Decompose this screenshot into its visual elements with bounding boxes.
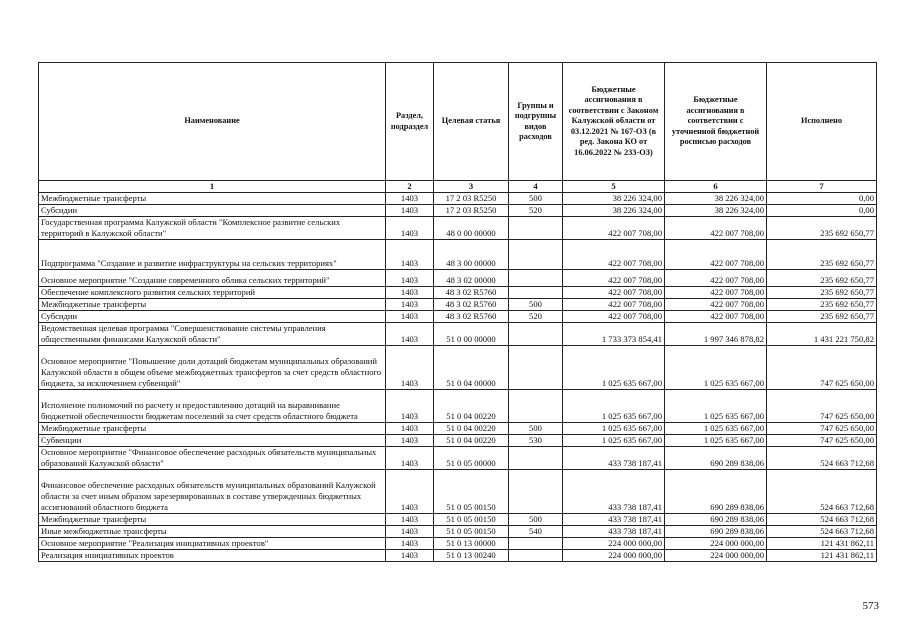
row-executed: 524 663 712,68 — [767, 470, 877, 514]
header-assign-schedule: Бюджетные ассигнования в соответствии с уточненной бюджетной росписью расходов — [665, 63, 767, 181]
row-group — [509, 346, 563, 390]
row-target: 17 2 03 R5250 — [434, 193, 509, 205]
table-row — [39, 323, 877, 346]
row-name: Межбюджетные трансферты — [39, 514, 386, 526]
column-number: 7 — [767, 181, 877, 193]
row-target: 48 3 02 R5760 — [434, 287, 509, 299]
row-target: 51 0 05 00000 — [434, 447, 509, 470]
row-assign-law: 433 738 187,41 — [563, 526, 665, 538]
table-row — [39, 299, 877, 311]
row-name: Ведомственная целевая программа "Совершенствование системы управления общественными финансами Калужской области" — [39, 323, 386, 346]
row-section: 1403 — [386, 193, 434, 205]
row-group — [509, 240, 563, 270]
row-group: 520 — [509, 205, 563, 217]
table-row — [39, 435, 877, 447]
row-assign-law: 1 025 635 667,00 — [563, 346, 665, 390]
row-executed: 0,00 — [767, 205, 877, 217]
table-row — [39, 514, 877, 526]
row-target: 51 0 00 00000 — [434, 323, 509, 346]
row-name: Исполнение полномочий по расчету и предоставлению дотаций на выравнивание бюджетной обеспеченности бюджетам поселений за счет средств областного бюджета — [39, 390, 386, 423]
table-row — [39, 550, 877, 562]
row-target: 48 0 00 00000 — [434, 217, 509, 240]
row-section: 1403 — [386, 514, 434, 526]
column-number: 2 — [386, 181, 434, 193]
table-row — [39, 390, 877, 423]
row-section: 1403 — [386, 435, 434, 447]
table-row — [39, 447, 877, 470]
table-row — [39, 193, 877, 205]
row-assign-schedule: 38 226 324,00 — [665, 205, 767, 217]
row-name: Субсидии — [39, 205, 386, 217]
row-section: 1403 — [386, 447, 434, 470]
row-name: Межбюджетные трансферты — [39, 423, 386, 435]
row-group — [509, 447, 563, 470]
row-group — [509, 470, 563, 514]
row-name: Реализация инициативных проектов — [39, 550, 386, 562]
row-group: 500 — [509, 514, 563, 526]
row-assign-schedule: 224 000 000,00 — [665, 538, 767, 550]
row-assign-law: 422 007 708,00 — [563, 287, 665, 299]
row-assign-schedule: 224 000 000,00 — [665, 550, 767, 562]
row-name: Подпрограмма "Создание и развитие инфраструктуры на сельских территориях" — [39, 240, 386, 270]
row-executed: 235 692 650,77 — [767, 287, 877, 299]
row-assign-schedule: 1 025 635 667,00 — [665, 435, 767, 447]
row-assign-schedule: 1 025 635 667,00 — [665, 390, 767, 423]
row-target: 48 3 02 R5760 — [434, 299, 509, 311]
table-row — [39, 217, 877, 240]
row-section: 1403 — [386, 270, 434, 287]
row-section: 1403 — [386, 217, 434, 240]
row-section: 1403 — [386, 423, 434, 435]
row-section: 1403 — [386, 299, 434, 311]
table-header-row — [39, 63, 877, 181]
row-name: Межбюджетные трансферты — [39, 299, 386, 311]
row-assign-law: 1 733 373 854,41 — [563, 323, 665, 346]
row-executed: 524 663 712,68 — [767, 526, 877, 538]
row-assign-law: 1 025 635 667,00 — [563, 390, 665, 423]
row-section: 1403 — [386, 323, 434, 346]
row-executed: 747 625 650,00 — [767, 423, 877, 435]
row-name: Основное мероприятие "Создание современного облика сельских территорий" — [39, 270, 386, 287]
row-assign-schedule: 690 289 838,06 — [665, 514, 767, 526]
row-executed: 1 431 221 750,82 — [767, 323, 877, 346]
row-section: 1403 — [386, 287, 434, 299]
row-group: 530 — [509, 435, 563, 447]
row-group — [509, 390, 563, 423]
table-body — [39, 193, 877, 562]
row-assign-schedule: 422 007 708,00 — [665, 217, 767, 240]
column-number: 1 — [39, 181, 386, 193]
row-group: 500 — [509, 423, 563, 435]
column-number: 3 — [434, 181, 509, 193]
row-name: Субвенции — [39, 435, 386, 447]
row-group — [509, 538, 563, 550]
table-row — [39, 526, 877, 538]
row-target: 17 2 03 R5250 — [434, 205, 509, 217]
row-assign-law: 422 007 708,00 — [563, 240, 665, 270]
page-number: 573 — [862, 600, 879, 612]
row-executed: 235 692 650,77 — [767, 240, 877, 270]
column-number: 6 — [665, 181, 767, 193]
row-executed: 235 692 650,77 — [767, 311, 877, 323]
row-group — [509, 217, 563, 240]
row-group: 540 — [509, 526, 563, 538]
table-row — [39, 423, 877, 435]
row-target: 51 0 04 00220 — [434, 390, 509, 423]
row-section: 1403 — [386, 390, 434, 423]
row-name: Основное мероприятие "Реализация инициативных проектов" — [39, 538, 386, 550]
row-assign-law: 224 000 000,00 — [563, 538, 665, 550]
row-target: 51 0 13 00240 — [434, 550, 509, 562]
header-section: Раздел, подраздел — [386, 63, 434, 181]
row-name: Основное мероприятие "Финансовое обеспечение расходных обязательств муниципальных образований Калужской области" — [39, 447, 386, 470]
row-name: Межбюджетные трансферты — [39, 193, 386, 205]
table-row — [39, 205, 877, 217]
row-section: 1403 — [386, 526, 434, 538]
row-section: 1403 — [386, 550, 434, 562]
row-target: 51 0 05 00150 — [434, 470, 509, 514]
header-groups: Группы и подгруппы видов расходов — [509, 63, 563, 181]
row-assign-law: 1 025 635 667,00 — [563, 435, 665, 447]
row-assign-law: 1 025 635 667,00 — [563, 423, 665, 435]
row-assign-law: 422 007 708,00 — [563, 311, 665, 323]
row-group — [509, 323, 563, 346]
row-target: 48 3 02 00000 — [434, 270, 509, 287]
row-assign-law: 433 738 187,41 — [563, 470, 665, 514]
row-assign-law: 422 007 708,00 — [563, 217, 665, 240]
row-assign-law: 422 007 708,00 — [563, 299, 665, 311]
row-name: Иные межбюджетные трансферты — [39, 526, 386, 538]
row-section: 1403 — [386, 240, 434, 270]
row-group — [509, 550, 563, 562]
row-group: 500 — [509, 193, 563, 205]
row-group — [509, 270, 563, 287]
row-target: 51 0 04 00220 — [434, 435, 509, 447]
row-executed: 235 692 650,77 — [767, 217, 877, 240]
row-group: 520 — [509, 311, 563, 323]
row-assign-schedule: 690 289 838,06 — [665, 447, 767, 470]
row-executed: 747 625 650,00 — [767, 390, 877, 423]
row-target: 51 0 05 00150 — [434, 514, 509, 526]
row-name: Обеспечение комплексного развития сельских территорий — [39, 287, 386, 299]
row-target: 51 0 04 00000 — [434, 346, 509, 390]
row-assign-schedule: 690 289 838,06 — [665, 526, 767, 538]
row-executed: 747 625 650,00 — [767, 435, 877, 447]
row-assign-law: 38 226 324,00 — [563, 193, 665, 205]
header-name: Наименование — [39, 63, 386, 181]
row-group: 500 — [509, 299, 563, 311]
row-assign-schedule: 422 007 708,00 — [665, 311, 767, 323]
table-row — [39, 287, 877, 299]
row-assign-schedule: 422 007 708,00 — [665, 287, 767, 299]
row-assign-schedule: 422 007 708,00 — [665, 299, 767, 311]
table-row — [39, 270, 877, 287]
row-assign-schedule: 1 025 635 667,00 — [665, 346, 767, 390]
column-number: 5 — [563, 181, 665, 193]
table-row — [39, 470, 877, 514]
row-name: Субсидии — [39, 311, 386, 323]
row-assign-schedule: 422 007 708,00 — [665, 240, 767, 270]
row-name: Государственная программа Калужской области "Комплексное развитие сельских территорий в Калужской области" — [39, 217, 386, 240]
header-assign-law: Бюджетные ассигнования в соответствии с Законом Калужской области от 03.12.2021 № 167-ОЗ (в ред. Закона КО от 16.06.2022 № 233-ОЗ) — [563, 63, 665, 181]
row-assign-schedule: 1 997 346 878,82 — [665, 323, 767, 346]
row-group — [509, 287, 563, 299]
column-number: 4 — [509, 181, 563, 193]
budget-table-page — [38, 62, 876, 562]
row-assign-law: 433 738 187,41 — [563, 514, 665, 526]
row-target: 48 3 00 00000 — [434, 240, 509, 270]
row-section: 1403 — [386, 205, 434, 217]
row-section: 1403 — [386, 470, 434, 514]
budget-table — [38, 62, 877, 562]
column-numbers-row — [39, 181, 877, 193]
row-section: 1403 — [386, 346, 434, 390]
row-executed: 121 431 862,11 — [767, 550, 877, 562]
row-executed: 747 625 650,00 — [767, 346, 877, 390]
table-row — [39, 346, 877, 390]
row-executed: 0,00 — [767, 193, 877, 205]
row-assign-law: 422 007 708,00 — [563, 270, 665, 287]
row-assign-schedule: 1 025 635 667,00 — [665, 423, 767, 435]
row-target: 51 0 04 00220 — [434, 423, 509, 435]
row-executed: 235 692 650,77 — [767, 270, 877, 287]
row-assign-schedule: 38 226 324,00 — [665, 193, 767, 205]
row-executed: 524 663 712,68 — [767, 447, 877, 470]
row-target: 48 3 02 R5760 — [434, 311, 509, 323]
row-executed: 235 692 650,77 — [767, 299, 877, 311]
table-row — [39, 311, 877, 323]
header-executed: Исполнено — [767, 63, 877, 181]
row-executed: 524 663 712,68 — [767, 514, 877, 526]
header-target: Целевая статья — [434, 63, 509, 181]
table-row — [39, 240, 877, 270]
row-executed: 121 431 862,11 — [767, 538, 877, 550]
row-assign-schedule: 690 289 838,06 — [665, 470, 767, 514]
row-section: 1403 — [386, 311, 434, 323]
row-section: 1403 — [386, 538, 434, 550]
row-target: 51 0 13 00000 — [434, 538, 509, 550]
table-row — [39, 538, 877, 550]
row-name: Основное мероприятие "Повышение доли дотаций бюджетам муниципальных образований Калужской области в общем объеме межбюджетных трансфертов за счет средств областного бюджета, за исключением субвенций" — [39, 346, 386, 390]
row-assign-law: 224 000 000,00 — [563, 550, 665, 562]
row-target: 51 0 05 00150 — [434, 526, 509, 538]
row-assign-schedule: 422 007 708,00 — [665, 270, 767, 287]
row-name: Финансовое обеспечение расходных обязательств муниципальных образований Калужской области за счет иным образом зарезервированных в составе утвержденных бюджетных ассигнований областного бюджета — [39, 470, 386, 514]
row-assign-law: 38 226 324,00 — [563, 205, 665, 217]
row-assign-law: 433 738 187,41 — [563, 447, 665, 470]
